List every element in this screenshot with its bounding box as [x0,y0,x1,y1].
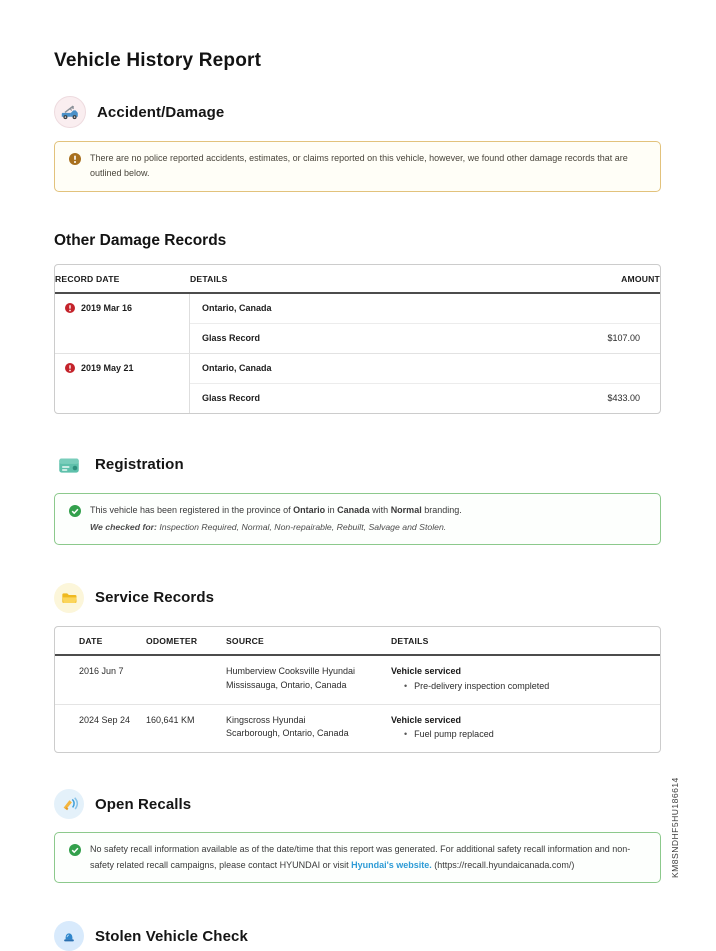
service-odometer: 160,641 KM [146,714,195,725]
section-header-open-recalls [54,789,661,819]
record-date: 2019 May 21 [81,362,134,373]
service-date: 2016 Jun 7 [79,665,124,676]
hyundai-website-link[interactable]: Hyundai's website. [351,859,432,870]
accident-notice-text: There are no police reported accidents, estimates, or claims reported on this vehicle, however, we found other damage records that are outlined below. [90,153,628,179]
service-table-header [55,627,660,656]
check-icon [69,505,81,535]
service-record-row [55,656,660,705]
tow-truck-icon [54,96,86,128]
damage-record-group [55,354,660,413]
recalls-notice [54,832,661,883]
section-heading-registration: Registration [95,456,184,474]
warning-icon [69,153,81,182]
damage-amount: $107.00 [607,333,640,344]
damage-alert-icon [65,363,75,375]
registration-status-text: This vehicle has been registered in the province of Ontario in Canada with Normal branding. [90,504,462,515]
record-date: 2019 Mar 16 [81,302,133,313]
damage-detail-row [190,324,660,353]
service-odometer [146,665,226,694]
column-record-date: RECORD DATE [55,273,120,284]
column-source: SOURCE [226,635,264,646]
damage-detail-row [190,384,660,413]
service-record-row [55,705,660,753]
section-header-registration [54,450,661,480]
damage-record-group [55,294,660,354]
damage-alert-icon [65,303,75,315]
section-heading-service-records: Service Records [95,589,215,607]
column-details: DETAILS [190,273,228,284]
damage-detail-row [190,354,660,384]
other-damage-heading: Other Damage Records [54,231,227,249]
section-heading-accident-damage: Accident/Damage [97,103,225,121]
column-details: DETAILS [391,635,429,646]
check-icon [69,844,81,873]
damage-detail: Ontario, Canada [202,303,272,314]
section-heading-stolen-vehicle-check: Stolen Vehicle Check [95,927,248,945]
registration-checked-for: We checked for: Inspection Required, Normal, Non-repairable, Rebuilt, Salvage and Stolen. [90,521,447,532]
service-date: 2024 Sep 24 [79,714,131,725]
folder-icon [54,583,84,613]
vin-vertical-text: KM8SNDHF5HU186614 [670,777,680,878]
registration-notice [54,493,661,545]
recalls-notice-text: No safety recall information available as of the date/time that this report was generated. For additional safety recall information and non-safety related recall campaigns, please contact HYUNDAI or visit Hyundai's website. (https://recall.hyundaicanada.com/) [90,844,631,870]
siren-icon [54,921,84,951]
other-damage-table-header [55,265,660,294]
damage-detail-row [190,294,660,324]
service-details: Vehicle serviced • Pre-delivery inspection completed [391,665,660,694]
section-heading-open-recalls: Open Recalls [95,795,192,813]
service-records-table [54,626,661,754]
service-source: Kingscross Hyundai Scarborough, Ontario, Canada [226,714,349,739]
page-title: Vehicle History Report [54,50,262,71]
damage-detail: Glass Record [202,393,261,404]
service-details: Vehicle serviced • Fuel pump replaced [391,714,660,743]
column-amount: AMOUNT [621,273,660,284]
registration-card-icon [54,450,84,480]
service-source: Humberview Cooksville Hyundai Mississauga, Ontario, Canada [226,665,356,690]
damage-detail: Glass Record [202,333,261,344]
column-date: DATE [79,635,103,646]
section-header-accident-damage [54,96,661,128]
other-damage-table [54,264,661,414]
megaphone-icon [54,789,84,819]
accident-notice [54,141,661,192]
damage-amount: $433.00 [607,393,640,404]
section-header-stolen-vehicle-check [54,921,661,951]
section-header-service-records [54,583,661,613]
column-odometer: ODOMETER [146,635,198,646]
damage-detail: Ontario, Canada [202,363,272,374]
